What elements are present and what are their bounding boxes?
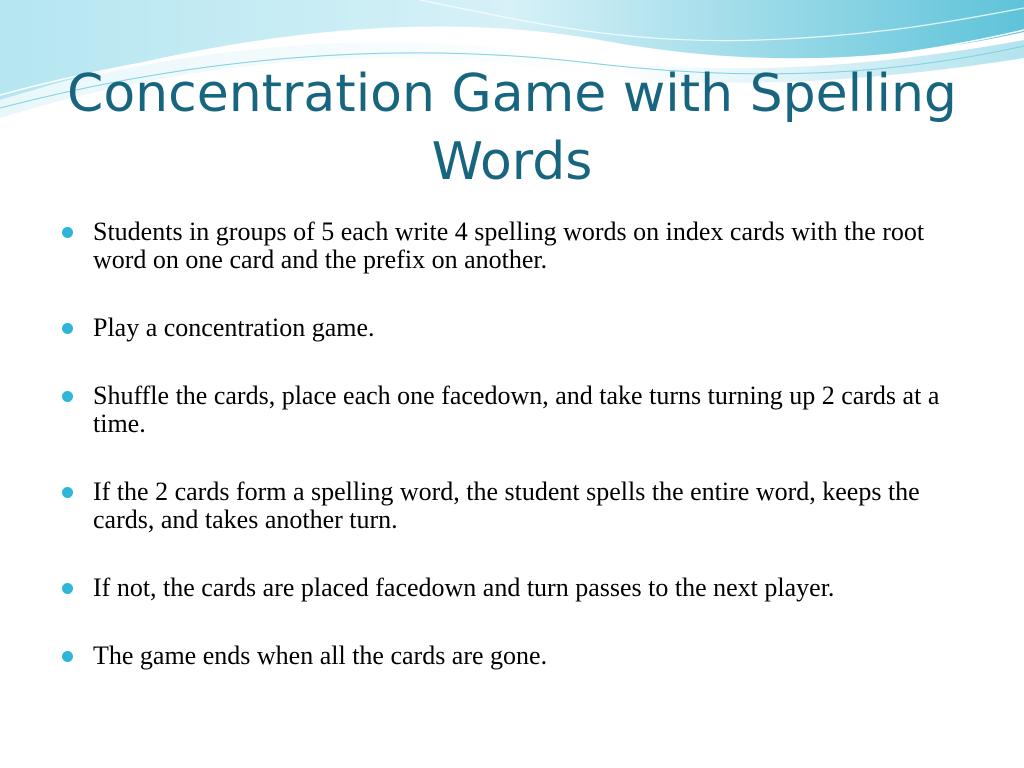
bullet-dot-icon	[62, 651, 73, 662]
bullet-dot-icon	[62, 487, 73, 498]
bullet-dot-icon	[62, 391, 73, 402]
list-item	[62, 218, 972, 274]
bullet-text: Shuffle the cards, place each one facedown, and take turns turning up 2 cards at a time.	[93, 381, 940, 438]
list-item	[62, 642, 972, 670]
list-item	[62, 314, 972, 342]
bullet-text: Play a concentration game.	[93, 313, 375, 342]
bullet-dot-icon	[62, 323, 73, 334]
bullet-list	[62, 218, 972, 710]
bullet-text: If the 2 cards form a spelling word, the student spells the entire word, keeps the cards, and takes another turn.	[93, 477, 920, 534]
bullet-text: If not, the cards are placed facedown and turn passes to the next player.	[93, 573, 835, 602]
bullet-dot-icon	[62, 583, 73, 594]
bullet-text: The game ends when all the cards are gone.	[93, 641, 548, 670]
slide-title: Concentration Game with Spelling Words	[67, 64, 957, 192]
bullet-text: Students in groups of 5 each write 4 spelling words on index cards with the root word on one card and the prefix on another.	[93, 217, 925, 274]
bullet-dot-icon	[62, 227, 73, 238]
list-item	[62, 478, 972, 534]
list-item	[62, 382, 972, 438]
list-item	[62, 574, 972, 602]
